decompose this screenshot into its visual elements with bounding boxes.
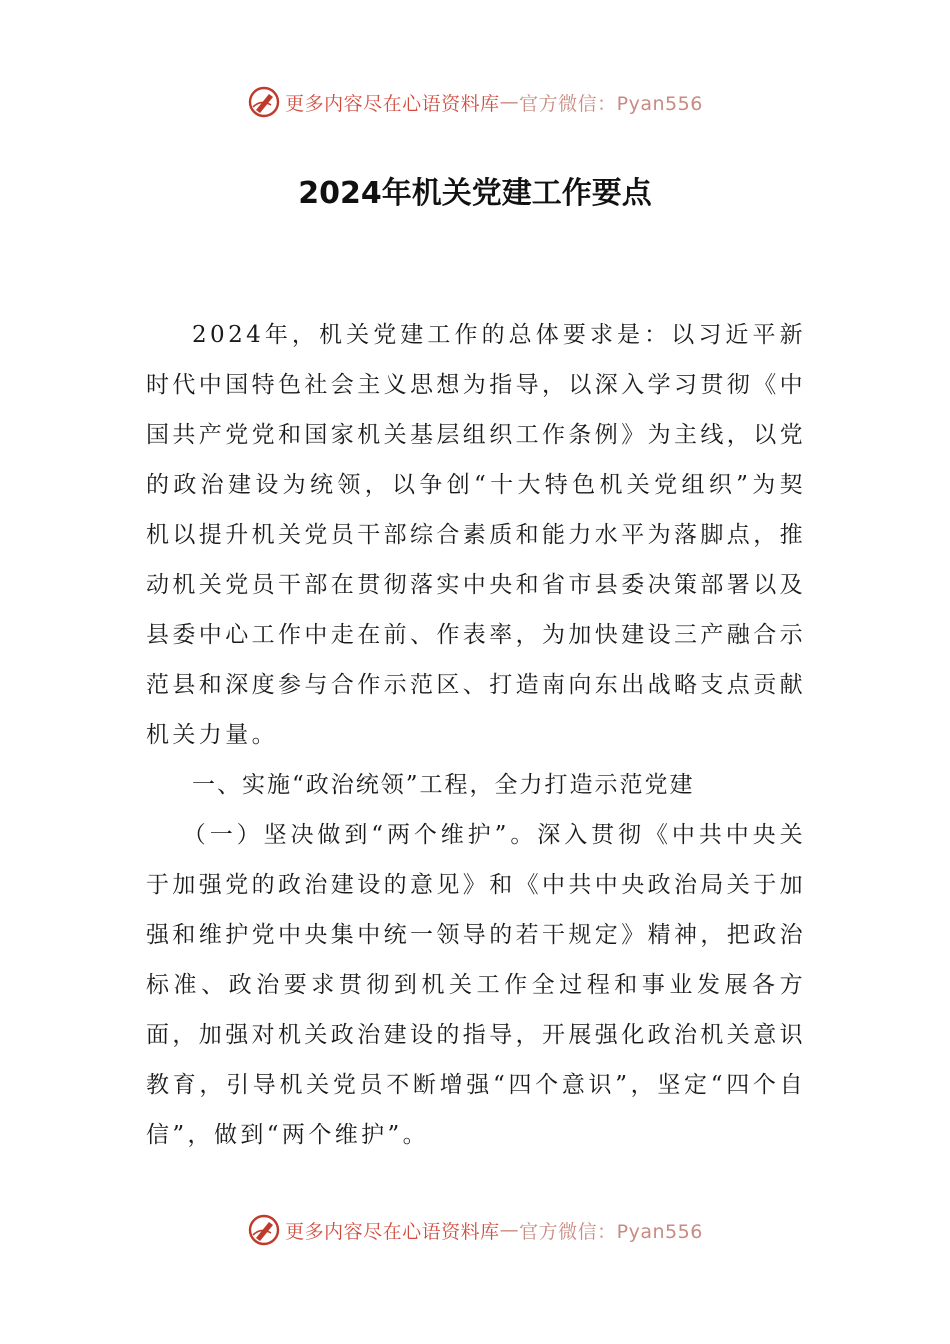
watermark-header	[0, 82, 950, 122]
watermark-side-text: 官方微信：Pyan556	[519, 92, 703, 115]
watermark-main-text: 更多内容尽在心语资料库	[285, 1220, 500, 1243]
document-title: 2024年机关党建工作要点	[298, 176, 652, 211]
pen-logo-icon	[247, 85, 281, 119]
intro-paragraph: 2024年，机关党建工作的总体要求是：以习近平新时代中国特色社会主义思想为指导，以深入学习贯彻《中国共产党党和国家机关基层组织工作条例》为主线，以党的政治建设为统领，以争创“十大特色机关党组织”为契机以提升机关党员干部综合素质和能力水平为落脚点，推动机关党员干部在贯彻落实中央和省市县委决策部署以及县委中心工作中走在前、作表率，为加快建设三产融合示范县和深度参与合作示范区、打造南向东出战略支点贡献机关力量。	[146, 322, 806, 748]
watermark-side-text: 官方微信：Pyan556	[519, 1220, 703, 1243]
watermark-dash: —	[499, 1219, 520, 1241]
document-body	[146, 310, 806, 1160]
watermark-footer	[0, 1210, 950, 1250]
watermark-main-text: 更多内容尽在心语资料库	[285, 92, 500, 115]
section-heading-1: 一、实施“政治统领”工程，全力打造示范党建	[192, 772, 695, 798]
subsection-paragraph-1: （一）坚决做到“两个维护”。深入贯彻《中共中央关于加强党的政治建设的意见》和《中共中央政治局关于加强和维护党中央集中统一领导的若干规定》精神，把政治标准、政治要求贯彻到机关工作全过程和事业发展各方面，加强对机关政治建设的指导，开展强化政治机关意识教育，引导机关党员不断增强“四个意识”，坚定“四个自信”，做到“两个维护”。	[146, 822, 806, 1148]
watermark-dash: —	[499, 91, 520, 113]
pen-logo-icon	[247, 1213, 281, 1247]
